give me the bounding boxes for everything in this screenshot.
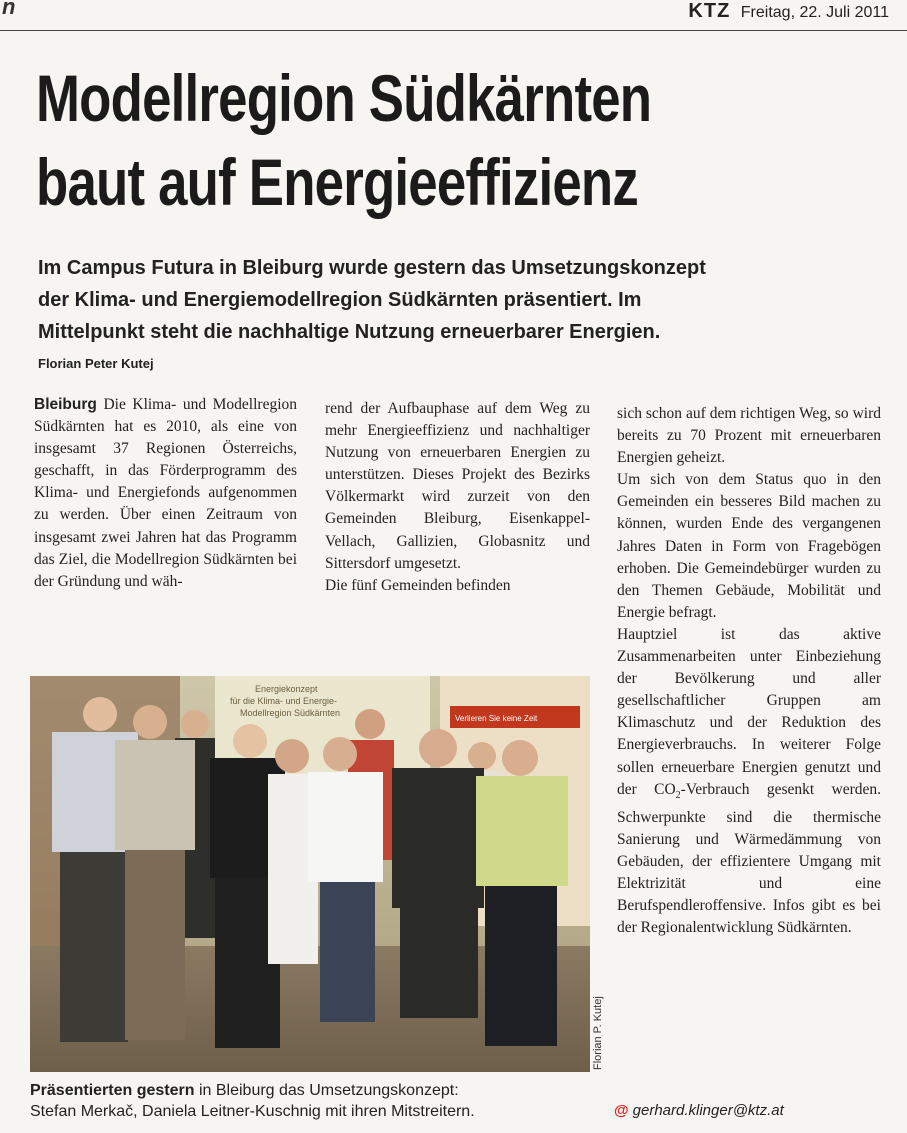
headline-line: baut auf Energieeffizienz (36, 145, 638, 219)
caption-line: Stefan Merkač, Daniela Leitner-Kuschnig mit ihren Mitstreitern. (30, 1103, 475, 1120)
caption-text: in Bleiburg das Umsetzungskonzept: (194, 1082, 459, 1099)
article-column-2 (325, 398, 590, 597)
subscript: 2 (675, 789, 681, 801)
newspaper-brand: KTZ (688, 0, 731, 22)
article-column-1 (34, 394, 297, 593)
headline-line: Modellregion Südkärnten (36, 61, 652, 135)
lead-line: Im Campus Futura in Bleiburg wurde gestern das Umsetzungskonzept (38, 257, 706, 279)
issue-date: Freitag, 22. Juli 2011 (740, 4, 889, 21)
author-contact[interactable] (614, 1102, 784, 1119)
body-paragraph: Die fünf Gemeinden befinden (325, 576, 511, 594)
body-text: Hauptziel ist das aktive Zusammenarbeiten unter Einbeziehung der Bevölkerung und aller gesellschaftlicher Gruppen am Klimaschutz und der Reduktion des Energieverbrauchs. In weiterer Folge sollen erneuerbare Energien genutzt und der CO (617, 625, 881, 798)
body-text: -Verbrauch gesenkt werden. Schwerpunkte sind die thermische Sanierung und Wärmedämmung von Gebäuden, der effizientere Umgang mit Elektrizität und eine Berufspendleroffensive. Infos gibt es bei der Regionalentwicklung Südkärnten. (617, 780, 881, 937)
banner-text: Modellregion Südkärnten (240, 708, 341, 718)
email-address[interactable]: gerhard.klinger@ktz.at (632, 1102, 784, 1119)
lead-line: Mittelpunkt steht die nachhaltige Nutzung erneuerbarer Energien. (38, 321, 661, 343)
photo-credit: Florian P. Kutej (592, 996, 604, 1070)
group-photo-image (30, 676, 590, 1072)
banner-text: für die Klima- und Energie- (230, 696, 338, 706)
page-corner-mark: n (2, 0, 16, 19)
headline (36, 56, 708, 224)
body-text: Die Klima- und Modellregion Südkärnten hat es 2010, als eine von insgesamt 37 Regionen Österreichs, geschafft, in das Förderprogramm des Klima- und Energiefonds aufgenommen zu werden. Über einen Zeitraum von insgesamt zwei Jahren hat das Programm das Ziel, die Modellregion Südkärnten bei der Gründung und wäh- (34, 396, 298, 590)
photo-caption (30, 1080, 600, 1122)
dateline: Bleiburg (34, 396, 97, 413)
page-header (688, 0, 889, 23)
caption-lead: Präsentierten gestern (30, 1082, 195, 1099)
lead-line: der Klima- und Energiemodellregion Südkärnten präsentiert. Im (38, 289, 642, 311)
author-byline: Florian Peter Kutej (38, 356, 154, 371)
article-column-3 (617, 403, 881, 939)
header-rule (0, 30, 907, 31)
banner-text: Energiekonzept (255, 684, 318, 694)
body-paragraph: rend der Aufbauphase auf dem Weg zu mehr Energieeffizienz und nachhaltiger Nutzung von erneuerbaren Energien zu unterstützen. Dieses Projekt des Bezirks Völkermarkt wird zurzeit von den Gemeinden Bleiburg, Eisenkappel-Vellach, Gallizien, Globasnitz und Sittersdorf umgesetzt. (325, 400, 590, 572)
banner-text: Verlieren Sie keine Zeit (455, 714, 538, 723)
lead-paragraph (38, 252, 878, 348)
body-paragraph (617, 624, 881, 939)
body-paragraph: Um sich von dem Status quo in den Gemeinden ein besseres Bild machen zu können, wurden Ende des vergangenen Jahres Daten in Form von Fragebögen erhoben. Die Gemeindebürger wurden zu den Themen Gebäude, Mobilität und Energie befragt. (617, 471, 881, 621)
body-paragraph (34, 394, 297, 593)
email-icon: @ (614, 1102, 629, 1119)
body-paragraph: sich schon auf dem richtigen Weg, so wird bereits zu 70 Prozent mit erneuerbaren Energien geheizt. (617, 405, 881, 467)
caption-line (30, 1080, 600, 1101)
group-photo (30, 676, 590, 1072)
